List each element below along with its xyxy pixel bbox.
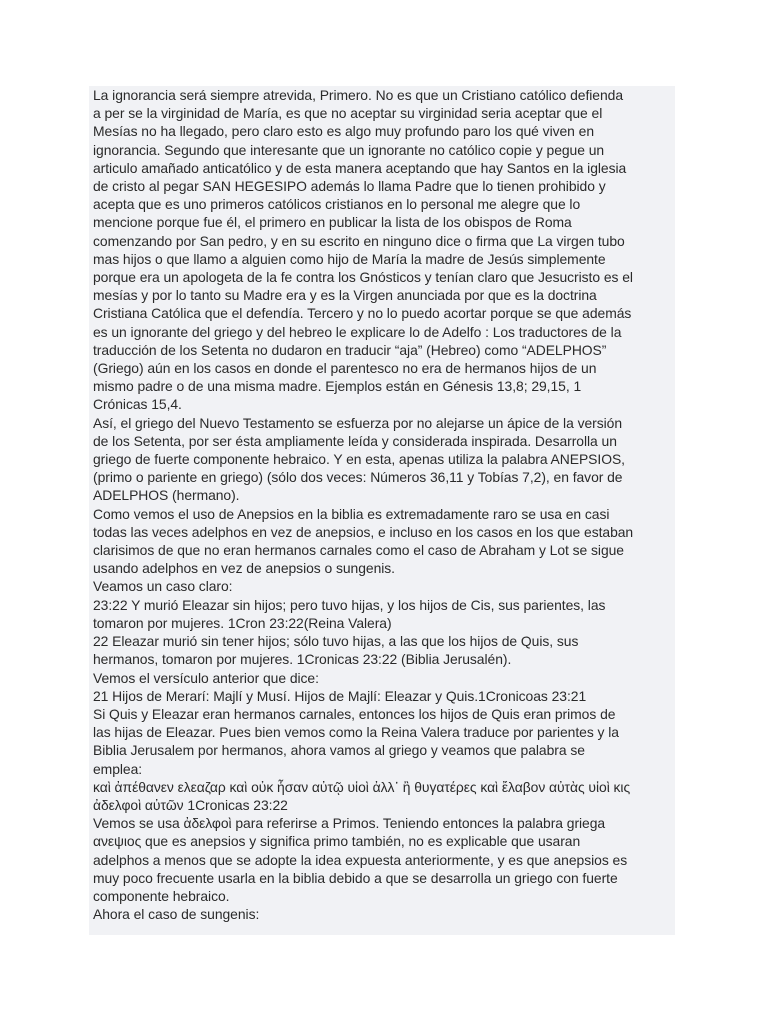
text-line: a per se la virginidad de María, es que no aceptar su virginidad seria aceptar que el xyxy=(93,105,603,122)
text-line: mas hijos o que llamo a alguien como hijo de María la madre de Jesús simplemente xyxy=(93,250,606,267)
text-line: La ignorancia será siempre atrevida, Primero. No es que un Cristiano católico defienda xyxy=(93,87,624,103)
text-line: Cristiana Católica que el defendía. Tercero y no lo puedo acortar porque se que además xyxy=(93,305,632,322)
text-line: es un ignorante del griego y del hebreo le explicare lo de Adelfo : Los traductores de la xyxy=(93,323,622,340)
text-line: las hijas de Eleazar. Pues bien vemos como la Reina Valera traduce por parientes y la xyxy=(93,724,619,741)
text-line: hermanos, tomaron por mujeres. 1Cronicas 23:22 (Biblia Jerusalén). xyxy=(93,651,512,668)
text-line: traducción de los Setenta no dudaron en traducir “aja” (Hebreo) como “ADELPHOS” xyxy=(93,341,607,358)
text-line: mesías y por lo tanto su Madre era y es la Virgen anunciada por que es la doctrina xyxy=(93,287,597,304)
text-line: mencione porque fue él, el primero en publicar la lista de los obispos de Roma xyxy=(93,214,572,231)
text-line: Crónicas 15,4. xyxy=(93,396,182,413)
text-line: (primo o pariente en griego) (sólo dos veces: Números 36,11 y Tobías 7,2), en favor de xyxy=(93,469,623,486)
text-line: (Griego) aún en los casos en donde el parentesco no era de hermanos hijos de un xyxy=(93,360,597,377)
text-line: Biblia Jerusalem por hermanos, ahora vamos al griego y veamos que palabra se xyxy=(93,742,585,759)
text-line: mismo padre o de una misma madre. Ejemplos están en Génesis 13,8; 29,15, 1 xyxy=(93,378,582,395)
document-text-block xyxy=(89,86,675,935)
text-line: ignorancia. Segundo que interesante que un ignorante no católico copie y pegue un xyxy=(93,141,605,158)
text-line: griego de fuerte componente hebraico. Y en esta, apenas utiliza la palabra ANEPSIOS, xyxy=(93,451,625,468)
text-line: componente hebraico. xyxy=(93,887,230,904)
text-line: 23:22 Y murió Eleazar sin hijos; pero tuvo hijas, y los hijos de Cis, sus parientes, las xyxy=(93,596,606,613)
text-line: usando adelphos en vez de anepsios o sungenis. xyxy=(93,560,395,577)
text-line: ἀδελφοὶ αὐτῶν 1Cronicas 23:22 xyxy=(93,796,288,813)
text-line: emplea: xyxy=(93,760,143,777)
text-line: ADELPHOS (hermano). xyxy=(93,487,240,504)
text-line: de los Setenta, por ser ésta ampliamente leída y considerada inspirada. Desarrolla un xyxy=(93,432,617,449)
text-line: 21 Hijos de Merarí: Majlí y Musí. Hijos de Majlí: Eleazar y Quis.1Cronicoas 23:21 xyxy=(93,687,587,704)
text-line: porque era un apologeta de la fe contra los Gnósticos y tenían claro que Jesucristo es el xyxy=(93,269,633,286)
text-line: Veamos un caso claro: xyxy=(93,578,233,595)
text-line: ανεψιος que es anepsios y significa primo también, no es explicable que usaran xyxy=(93,833,581,850)
text-line: Mesías no ha llegado, pero claro esto es algo muy profundo paro los qué viven en xyxy=(93,123,595,140)
text-line: acepta que es uno primeros católicos cristianos en lo personal me alegre que lo xyxy=(93,196,581,213)
text-line: Así, el griego del Nuevo Testamento se esfuerza por no alejarse un ápice de la versión xyxy=(93,414,623,431)
text-line: Vemos el versículo anterior que dice: xyxy=(93,669,319,686)
text-line: de cristo al pegar SAN HEGESIPO además lo llama Padre que lo tienen prohibido y xyxy=(93,178,606,195)
text-line: Ahora el caso de sungenis: xyxy=(93,906,260,923)
text-line: adelphos a menos que se adopte la idea expuesta anteriormente, y es que anepsios es xyxy=(93,851,628,868)
text-line: Vemos se usa ἀδελφοὶ para referirse a Primos. Teniendo entonces la palabra griega xyxy=(93,815,606,832)
text-line: tomaron por mujeres. 1Cron 23:22(Reina Valera) xyxy=(93,614,392,631)
text-line: 22 Eleazar murió sin tener hijos; sólo tuvo hijas, a las que los hijos de Quis, sus xyxy=(93,633,579,650)
text-line: clarisimos de que no eran hermanos carnales como el caso de Abraham y Lot se sigue xyxy=(93,542,624,559)
text-line: καὶ ἀπέθανεν ελεαζαρ καὶ οὐκ ἦσαν αὐτῷ υἱοὶ ἀλλ᾽ ἢ θυγατέρες καὶ ἔλαβον αὐτὰς υἱοὶ κις xyxy=(93,778,631,795)
text-line: comenzando por San pedro, y en su escrito en ninguno dice o firma que La virgen tubo xyxy=(93,232,625,249)
text-line: todas las veces adelphos en vez de anepsios, e incluso en los casos en los que estaban xyxy=(93,523,634,540)
text-line: Como vemos el uso de Anepsios en la biblia es extremadamente raro se usa en casi xyxy=(93,505,610,522)
text-line: articulo amañado anticatólico y de esta manera aceptando que hay Santos en la iglesia xyxy=(93,159,627,176)
text-line: Si Quis y Eleazar eran hermanos carnales, entonces los hijos de Quis eran primos de xyxy=(93,705,616,722)
text-line: muy poco frecuente usarla en la biblia debido a que se desarrolla un griego con fuerte xyxy=(93,869,618,886)
